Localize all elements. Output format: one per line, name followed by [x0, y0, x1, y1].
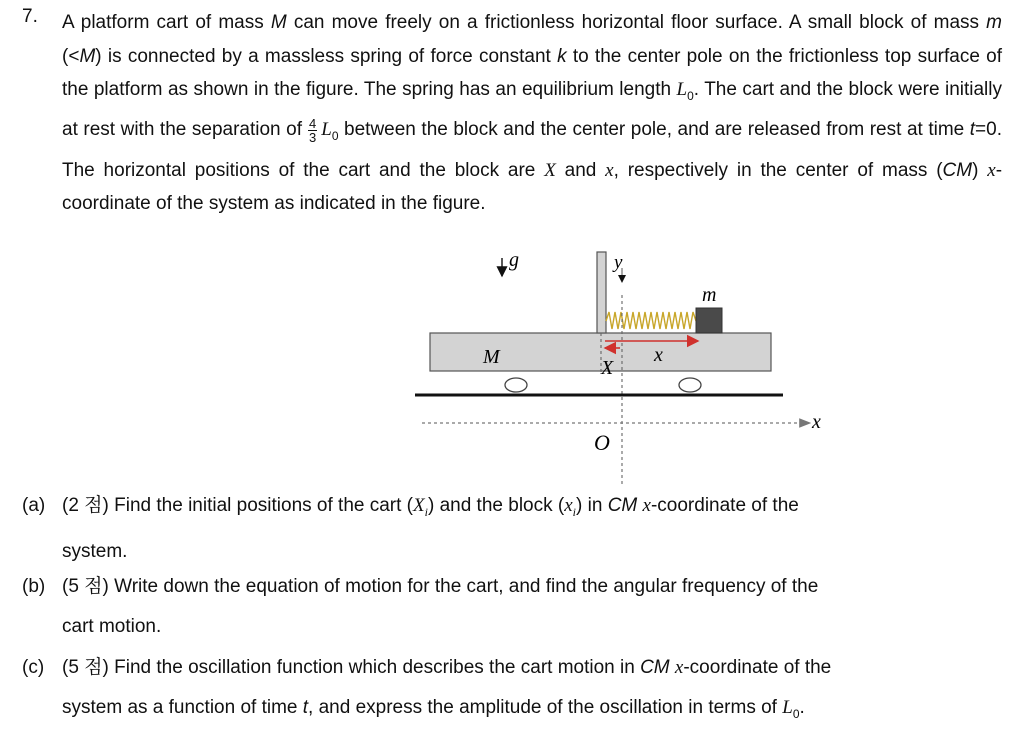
fraction-four-thirds: $\frac{4}{3}$ [309, 115, 317, 145]
right-wheel [679, 378, 701, 392]
question-a-text: (2 점) Find the initial positions of the cart $(X_i)$ and the block $(x_i)$ in CM x-coordinate of the system. [62, 495, 799, 562]
question-b-text: (5 점) Write down the equation of motion for the cart, and find the angular frequency of the cart motion. [62, 576, 819, 637]
spring [606, 312, 696, 329]
problem-statement [62, 6, 1002, 221]
block-mass-label: m [702, 284, 717, 306]
question-b-label: (b) [22, 576, 46, 597]
cart-figure [400, 240, 840, 490]
problem-number: 7. [22, 6, 38, 27]
block [696, 308, 722, 333]
problem-text: A platform cart of mass M can move freely on a frictionless horizontal floor surface. A small block of mass m (<M) is connected by a massless spring of force constant k to the center pole on the frictionless top surface of the platform as shown in the figure. The spring has an equilibrium length $L_0$. The cart and the block were initially at rest with the separation of $\frac{4}{3}$ $L_0$ between the block and the center pole, and are released from rest at time t=0. The horizontal positions of the cart and the block are X and x, respectively in the center of mass (CM) x-coordinate of the system as indicated in the figure. [62, 12, 1003, 215]
origin-label: O [594, 430, 610, 455]
question-c-text: (5 점) Find the oscillation function which describes the cart motion in CM x-coordinate of the system as a function of time t, and express the amplitude of the oscillation in terms of $L_0$. [62, 657, 832, 721]
left-wheel [505, 378, 527, 392]
question-a-label: (a) [22, 495, 46, 516]
cart-mass-label: M [483, 346, 500, 368]
x-axis-label: x [812, 411, 821, 433]
gravity-label: g [509, 249, 519, 271]
block-position-label: x [654, 344, 663, 366]
question-c-label: (c) [22, 657, 45, 678]
cart-position-label: X [601, 357, 614, 379]
center-pole [597, 252, 606, 333]
y-axis-label: y [614, 252, 623, 273]
